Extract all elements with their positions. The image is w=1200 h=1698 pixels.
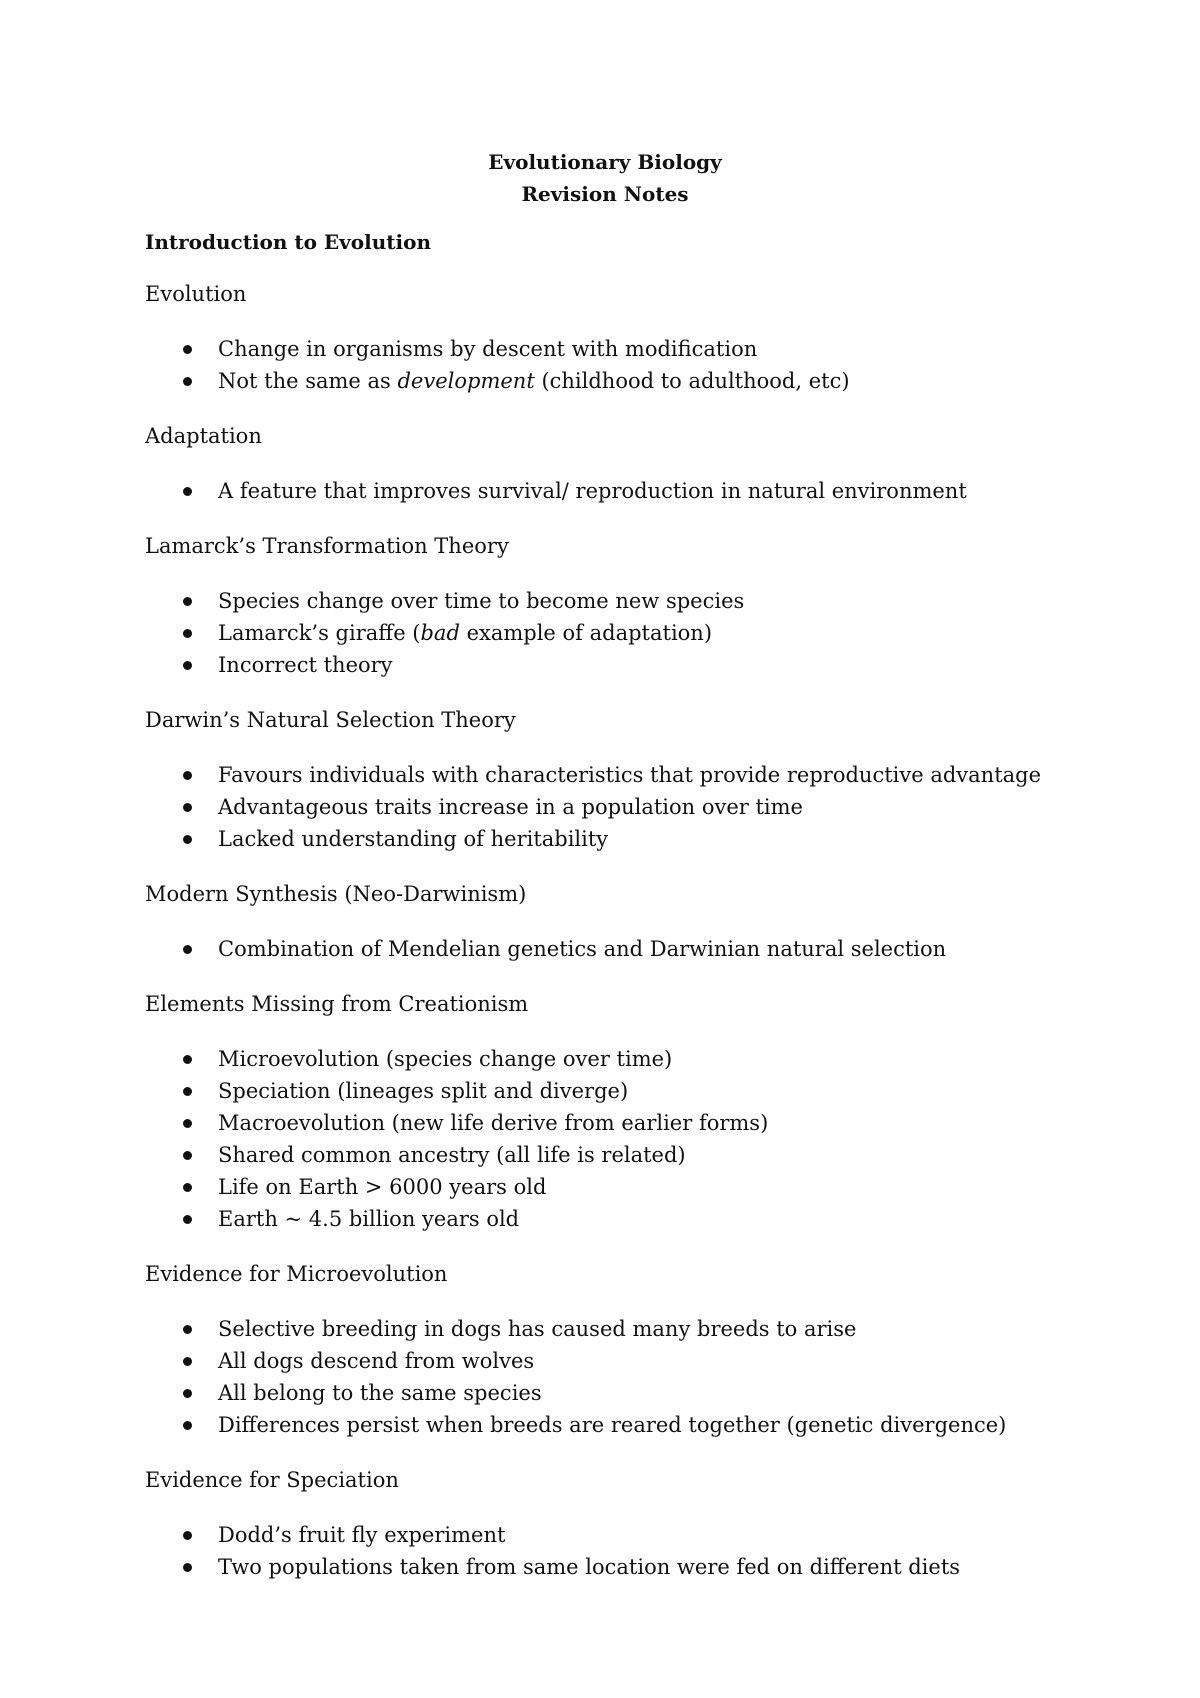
bullet-emphasis: bad bbox=[420, 621, 460, 645]
bullet-item bbox=[145, 823, 1045, 855]
bullet-dot-icon bbox=[183, 1151, 192, 1160]
bullet-emphasis: development bbox=[397, 369, 535, 393]
bullet-text: Combination of Mendelian genetics and Darwinian natural selection bbox=[218, 937, 947, 961]
sections-container bbox=[145, 281, 1045, 1583]
bullet-item bbox=[145, 617, 1045, 649]
bullet-item bbox=[145, 1203, 1045, 1235]
bullet-dot-icon bbox=[183, 1325, 192, 1334]
bullet-text: Selective breeding in dogs has caused many breeds to arise bbox=[218, 1317, 857, 1341]
bullet-text: Lacked understanding of heritability bbox=[218, 827, 609, 851]
bullet-item bbox=[145, 1519, 1045, 1551]
bullet-text: Shared common ancestry (all life is related) bbox=[218, 1143, 686, 1167]
topic-heading: Modern Synthesis (Neo-Darwinism) bbox=[145, 882, 527, 906]
bullet-text: Advantageous traits increase in a population over time bbox=[218, 795, 803, 819]
bullet-item bbox=[145, 1171, 1045, 1203]
bullet-dot-icon bbox=[183, 377, 192, 386]
bullet-list bbox=[145, 1519, 1045, 1583]
bullet-text: Change in organisms by descent with modification bbox=[218, 337, 758, 361]
bullet-item bbox=[145, 1075, 1045, 1107]
bullet-list bbox=[145, 585, 1045, 681]
bullet-text: Differences persist when breeds are reared together (genetic divergence) bbox=[218, 1413, 1007, 1437]
bullet-text: Dodd’s fruit fly experiment bbox=[218, 1523, 506, 1547]
topic-heading: Adaptation bbox=[145, 424, 262, 448]
topic-heading: Evidence for Speciation bbox=[145, 1468, 399, 1492]
bullet-text: Macroevolution (new life derive from earlier forms) bbox=[218, 1111, 769, 1135]
bullet-item bbox=[145, 933, 1045, 965]
bullet-item bbox=[145, 1107, 1045, 1139]
bullet-dot-icon bbox=[183, 1215, 192, 1224]
topic-heading: Evidence for Microevolution bbox=[145, 1262, 448, 1286]
bullet-text: Favours individuals with characteristics that provide reproductive advantage bbox=[218, 763, 1042, 787]
document-subtitle: Revision Notes bbox=[521, 182, 689, 206]
bullet-dot-icon bbox=[183, 1389, 192, 1398]
bullet-text: example of adaptation) bbox=[459, 621, 713, 645]
bullet-text: A feature that improves survival/ reproduction in natural environment bbox=[218, 479, 967, 503]
bullet-item bbox=[145, 1043, 1045, 1075]
document-title: Evolutionary Biology bbox=[488, 150, 722, 174]
bullet-dot-icon bbox=[183, 1087, 192, 1096]
bullet-text: (childhood to adulthood, etc) bbox=[534, 369, 850, 393]
bullet-dot-icon bbox=[183, 803, 192, 812]
bullet-item bbox=[145, 1551, 1045, 1583]
bullet-dot-icon bbox=[183, 771, 192, 780]
bullet-dot-icon bbox=[183, 1183, 192, 1192]
bullet-text: Life on Earth > 6000 years old bbox=[218, 1175, 547, 1199]
topic-heading: Elements Missing from Creationism bbox=[145, 992, 529, 1016]
title-block bbox=[0, 146, 1200, 210]
bullet-dot-icon bbox=[183, 1421, 192, 1430]
bullet-list bbox=[145, 333, 1045, 397]
bullet-item bbox=[145, 1139, 1045, 1171]
bullet-dot-icon bbox=[183, 945, 192, 954]
bullet-item bbox=[145, 333, 1045, 365]
bullet-dot-icon bbox=[183, 629, 192, 638]
bullet-dot-icon bbox=[183, 661, 192, 670]
bullet-text: Species change over time to become new species bbox=[218, 589, 745, 613]
bullet-text: Incorrect theory bbox=[218, 653, 393, 677]
bullet-dot-icon bbox=[183, 345, 192, 354]
bullet-item bbox=[145, 1313, 1045, 1345]
bullet-list bbox=[145, 933, 1045, 965]
bullet-dot-icon bbox=[183, 1055, 192, 1064]
bullet-dot-icon bbox=[183, 1119, 192, 1128]
bullet-list bbox=[145, 1043, 1045, 1235]
bullet-text: All belong to the same species bbox=[218, 1381, 542, 1405]
bullet-item bbox=[145, 585, 1045, 617]
topic-heading: Evolution bbox=[145, 282, 247, 306]
bullet-text: Not the same as bbox=[218, 369, 398, 393]
bullet-item bbox=[145, 365, 1045, 397]
bullet-text: Earth ~ 4.5 billion years old bbox=[218, 1207, 520, 1231]
bullet-dot-icon bbox=[183, 835, 192, 844]
bullet-item bbox=[145, 1377, 1045, 1409]
bullet-text: Microevolution (species change over time) bbox=[218, 1047, 673, 1071]
topic-heading: Lamarck’s Transformation Theory bbox=[145, 534, 509, 558]
bullet-item bbox=[145, 1409, 1045, 1441]
bullet-item bbox=[145, 475, 1045, 507]
topic-heading: Darwin’s Natural Selection Theory bbox=[145, 708, 516, 732]
bullet-dot-icon bbox=[183, 1357, 192, 1366]
bullet-item bbox=[145, 759, 1045, 791]
bullet-dot-icon bbox=[183, 597, 192, 606]
bullet-text: Speciation (lineages split and diverge) bbox=[218, 1079, 629, 1103]
bullet-list bbox=[145, 475, 1045, 507]
bullet-text: Two populations taken from same location were fed on different diets bbox=[218, 1555, 961, 1579]
bullet-item bbox=[145, 1345, 1045, 1377]
bullet-text: All dogs descend from wolves bbox=[218, 1349, 535, 1373]
section-heading: Introduction to Evolution bbox=[145, 230, 431, 254]
bullet-list bbox=[145, 759, 1045, 855]
bullet-item bbox=[145, 649, 1045, 681]
bullet-list bbox=[145, 1313, 1045, 1441]
document-content bbox=[145, 229, 1045, 1609]
bullet-dot-icon bbox=[183, 1531, 192, 1540]
bullet-text: Lamarck’s giraffe ( bbox=[218, 621, 421, 645]
bullet-dot-icon bbox=[183, 1563, 192, 1572]
bullet-item bbox=[145, 791, 1045, 823]
bullet-dot-icon bbox=[183, 487, 192, 496]
